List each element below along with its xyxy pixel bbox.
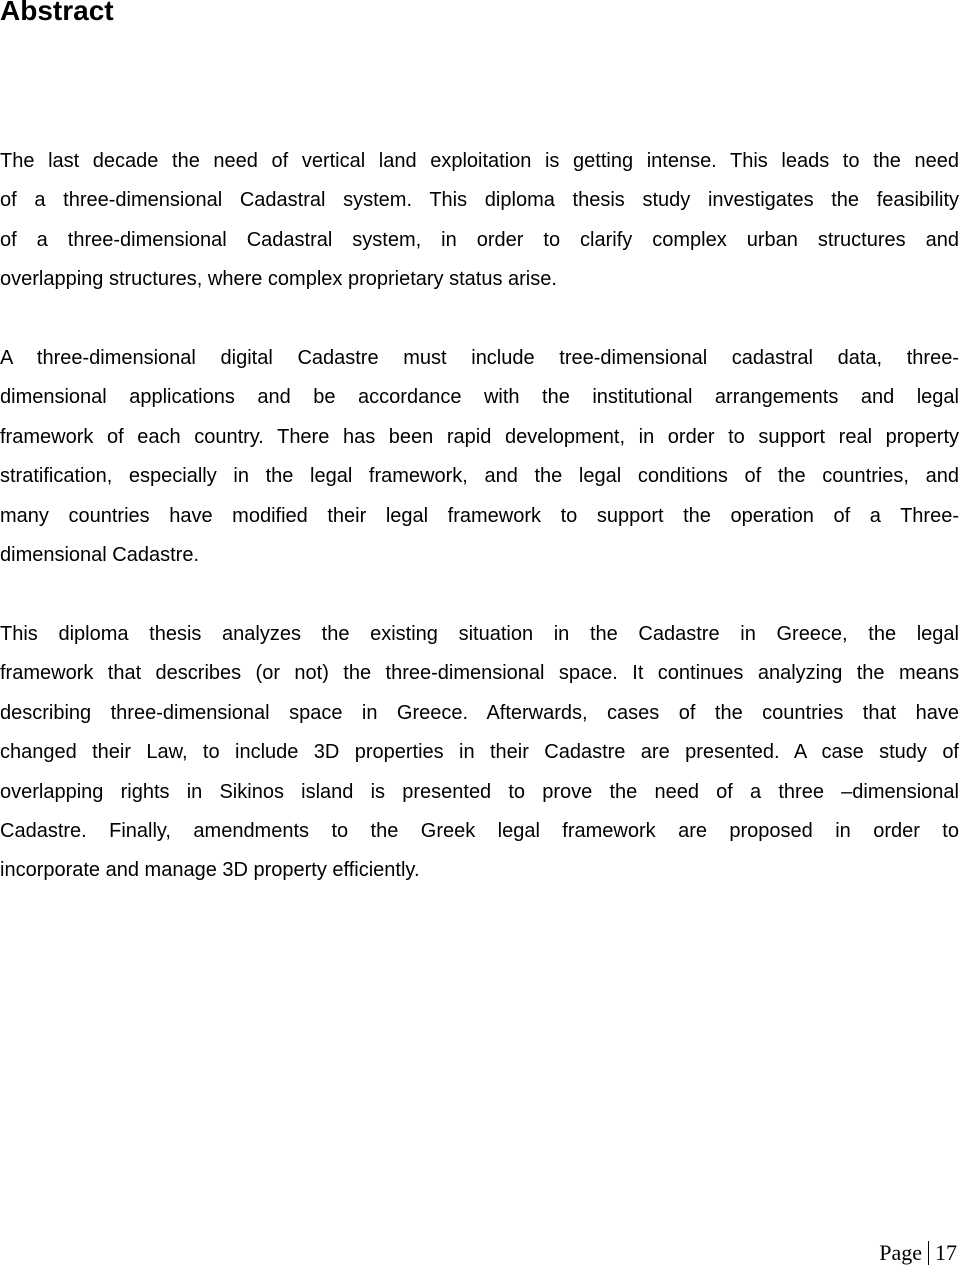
page-title: Abstract [0, 0, 114, 26]
abstract-paragraph-2 [0, 339, 959, 575]
text-line: changed their Law, to include 3D properties in their Cadastre are presented. A case study of [0, 741, 959, 764]
page-label: Page [879, 1240, 922, 1265]
footer-divider [928, 1241, 929, 1265]
text-line: overlapping structures, where complex proprietary status arise. [0, 268, 557, 291]
text-line: of a three-dimensional Cadastral system, in order to clarify complex urban structures and [0, 228, 959, 251]
text-line: A three-dimensional digital Cadastre must include tree-dimensional cadastral data, three- [0, 347, 959, 369]
text-line: stratification, especially in the legal framework, and the legal conditions of the countries, and [0, 465, 959, 488]
text-line: Cadastre. Finally, amendments to the Greek legal framework are proposed in order to [0, 819, 959, 842]
text-line: The last decade the need of vertical land exploitation is getting intense. This leads to the need [0, 150, 959, 172]
abstract-paragraph-1 [0, 142, 959, 300]
text-line: framework that describes (or not) the three-dimensional space. It continues analyzing the means [0, 662, 959, 685]
text-line: framework of each country. There has been rapid development, in order to support real property [0, 425, 959, 448]
text-line: overlapping rights in Sikinos island is presented to prove the need of a three –dimensional [0, 780, 959, 803]
text-line: describing three-dimensional space in Greece. Afterwards, cases of the countries that have [0, 701, 959, 724]
text-line: This diploma thesis analyzes the existing situation in the Cadastre in Greece, the legal [0, 623, 959, 645]
text-line: dimensional applications and be accordance with the institutional arrangements and legal [0, 386, 959, 409]
text-line: incorporate and manage 3D property efficiently. [0, 859, 420, 882]
text-line: many countries have modified their legal framework to support the operation of a Three- [0, 504, 959, 527]
page-number: 17 [935, 1240, 957, 1265]
text-line: dimensional Cadastre. [0, 543, 199, 566]
page-footer [879, 1240, 957, 1266]
abstract-paragraph-3 [0, 615, 959, 891]
text-line: of a three-dimensional Cadastral system. This diploma thesis study investigates the feasibility [0, 189, 959, 212]
